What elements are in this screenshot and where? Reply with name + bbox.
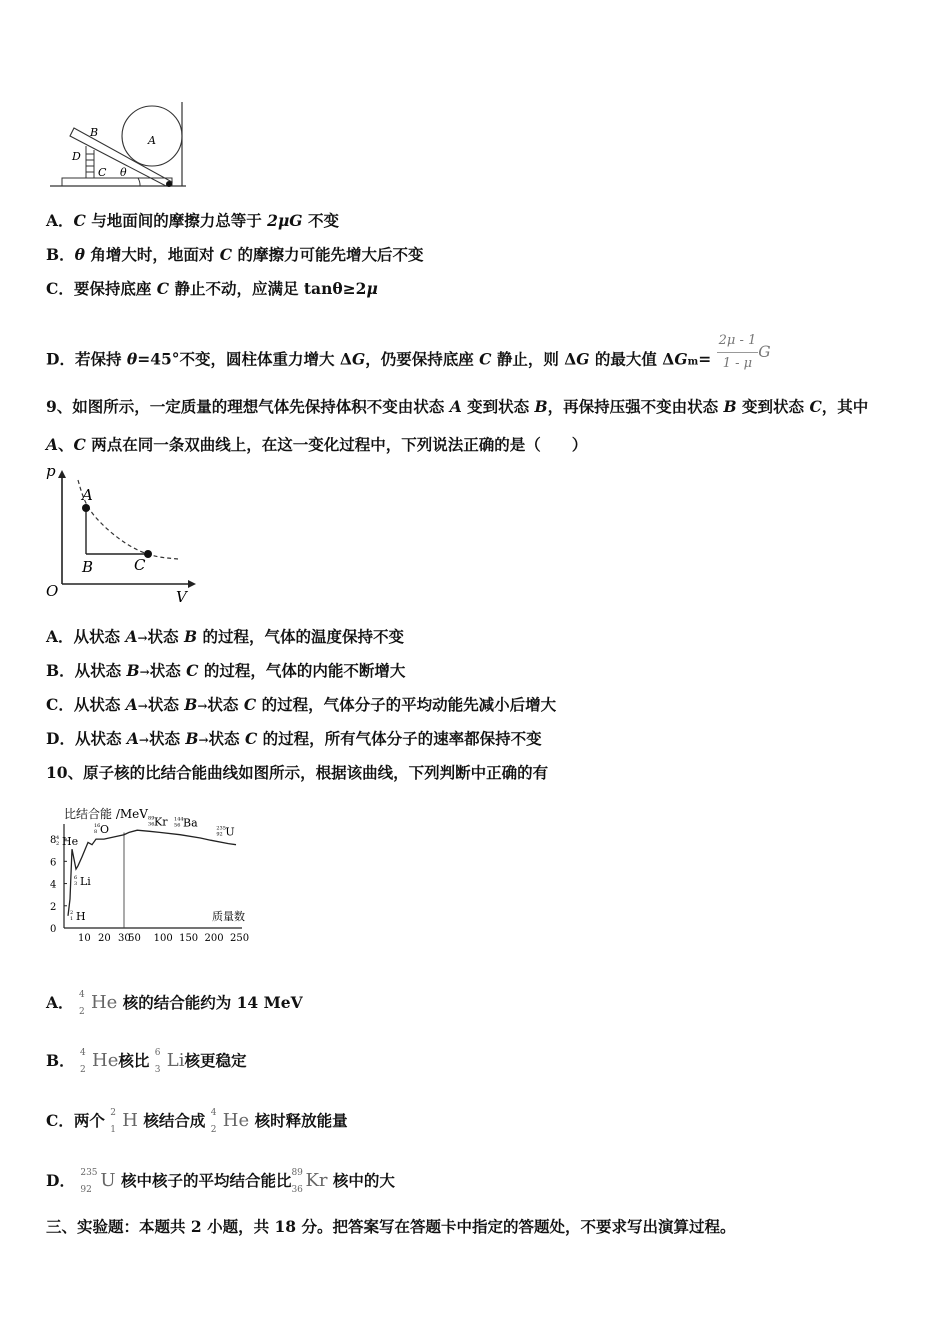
annotation-mass: 2 (70, 909, 74, 916)
text-run: 状态 (148, 729, 186, 748)
y-tick-label: 4 (50, 879, 57, 891)
y-tick-label: 8 (50, 835, 57, 847)
nuclide-li6 (154, 1048, 185, 1075)
text-run: C (156, 279, 170, 298)
annotation-li (74, 875, 91, 888)
annotation-h (70, 910, 86, 923)
nuclide-kr89 (291, 1168, 328, 1195)
mass-number: 4 (210, 1108, 217, 1118)
q9-option-c (46, 694, 556, 717)
annotation-symbol: Kr (154, 815, 168, 829)
y-tick-label: 6 (50, 857, 57, 869)
q9-stem-line1 (46, 396, 868, 418)
text-run: 、 (58, 435, 74, 454)
annotation-u (216, 826, 234, 839)
text-run: B (185, 729, 199, 748)
x-tick-label: 50 (128, 933, 141, 944)
option-label: B． (46, 661, 75, 680)
charge-number: 2 (78, 1007, 85, 1017)
arrow: → (198, 733, 209, 747)
nuclide-u235 (80, 1168, 116, 1195)
fig8-label-d: D (72, 150, 81, 163)
option-label: B． (46, 1051, 75, 1070)
text-run: 不变 (302, 211, 339, 230)
text-run: 的摩擦力可能先增大后不变 (232, 245, 424, 264)
text-run: A (46, 435, 59, 454)
option-label: D． (46, 729, 75, 748)
mass-number: 89 (291, 1168, 303, 1178)
annotation-charge: 2 (56, 841, 60, 848)
annotation-symbol: He (62, 835, 79, 849)
text-run: 角增大时，地面对 (84, 245, 220, 264)
q10-option-c (46, 1108, 348, 1135)
annotation-charge: 8 (94, 829, 98, 836)
fig8-label-b: B (90, 126, 99, 139)
annotation-mass: 6 (74, 875, 78, 882)
annotation-charge: 36 (148, 821, 155, 828)
text-run: =45°不变，圆柱体重力增大 Δ (137, 349, 352, 369)
charge-number: 1 (110, 1125, 116, 1135)
charge-number: 2 (80, 1065, 86, 1075)
option-label: A． (46, 211, 74, 230)
element-symbol: He (222, 1110, 250, 1131)
text-run: B (183, 627, 198, 646)
q10-stem: 10、原子核的比结合能曲线如图所示，根据该曲线，下列判断中正确的有 (46, 763, 549, 782)
text-run: 状态 (149, 661, 187, 680)
fig8-label-c: C (98, 166, 107, 179)
text-run: 变到状态 (461, 397, 535, 416)
arrow: → (137, 631, 148, 645)
annotation-symbol: Li (80, 875, 91, 889)
charge-number: 3 (154, 1065, 161, 1075)
nuclide-he4 (80, 1048, 119, 1075)
text-run: 的最大值 Δ (589, 349, 675, 369)
text-run: 从状态 (74, 729, 127, 748)
option-label: C． (46, 1111, 74, 1130)
text-run: 从状态 (74, 661, 127, 680)
text-run: 核中核子的平均结合能比 (120, 1171, 292, 1190)
text-run: 变到状态 (736, 397, 810, 416)
annotation-mass: 144 (174, 816, 184, 823)
text-run: A (126, 729, 139, 748)
text-run: = (698, 349, 712, 369)
text-run: 状态 (207, 695, 244, 714)
text-run: 的过程，气体的温度保持不变 (197, 627, 404, 646)
fraction-tail: G (758, 342, 771, 361)
annotation-he (56, 835, 78, 848)
chart-title: 比结合能 /MeV (64, 807, 148, 821)
section-3-header: 三、实验题：本题共 2 小题，共 18 分。把答案写在答题卡中指定的答题处，不要求写出演算过程。 (46, 1217, 736, 1236)
text-run: B (534, 397, 548, 416)
element-symbol: U (100, 1170, 116, 1191)
text-run: 核更稳定 (184, 1051, 247, 1070)
text-run: 核结合成 (143, 1111, 206, 1130)
fraction-denominator: 1 - μ (722, 356, 753, 371)
graph-label-v: V (176, 588, 187, 602)
q9-option-d (46, 728, 542, 751)
annotation-charge: 3 (74, 881, 78, 888)
text-run: 两点在同一条双曲线上，在这一变化过程中，下列说法正确的是（ ） (85, 435, 588, 454)
text-run: G (351, 349, 366, 369)
annotation-charge: 56 (174, 822, 181, 829)
text-run: 核比 (118, 1051, 150, 1070)
text-run: θ (74, 245, 85, 264)
q10-option-d (46, 1168, 395, 1195)
text-run: 两个 (73, 1111, 105, 1130)
charge-number: 36 (291, 1185, 303, 1195)
graph-label-c: C (134, 556, 146, 574)
text-run: C (243, 695, 257, 714)
text-run: B (723, 397, 737, 416)
chart-xlabel: 质量数 (212, 910, 245, 923)
text-run: C (809, 397, 822, 416)
charge-number: 2 (210, 1125, 217, 1135)
mass-number: 4 (78, 990, 85, 1000)
text-run: 核的结合能约为 14 MeV (122, 993, 303, 1012)
option-label: C． (46, 279, 74, 298)
mass-number: 2 (110, 1108, 116, 1118)
text-run: 的过程，所有气体分子的速率都保持不变 (257, 729, 542, 748)
x-tick-label: 150 (179, 933, 199, 944)
text-run: C (73, 435, 86, 454)
graph-label-p: p (46, 462, 56, 480)
nuclide-h2 (110, 1108, 138, 1135)
annotation-symbol: U (225, 825, 235, 839)
text-run: G (674, 349, 688, 369)
q10-option-a (46, 990, 303, 1017)
fig8-label-a: A (148, 134, 156, 147)
text-run: B (126, 661, 140, 680)
graph-label-b: B (82, 558, 94, 576)
text-run: A (449, 397, 462, 416)
text-run: m (687, 356, 699, 368)
arrow: → (137, 699, 148, 713)
text-run: μ (366, 279, 378, 298)
annotation-symbol: O (100, 823, 110, 837)
charge-number: 92 (80, 1185, 92, 1195)
annotation-o (94, 823, 109, 836)
element-symbol: He (92, 1050, 119, 1071)
y-tick-label: 2 (50, 901, 57, 913)
fig8-label-theta: θ (120, 166, 127, 179)
text-run: C (186, 661, 199, 680)
text-run: ，仍要保持底座 (365, 349, 480, 369)
element-symbol: Kr (305, 1170, 328, 1191)
arrow: → (139, 665, 150, 679)
option-label: D． (46, 1171, 75, 1190)
option-label: D． (46, 349, 75, 369)
q8-option-b (46, 244, 424, 266)
element-symbol: He (90, 992, 118, 1013)
annotation-mass: 89 (148, 815, 155, 822)
annotation-mass: 235 (216, 825, 226, 832)
x-tick-label: 250 (230, 933, 250, 944)
mass-number: 235 (80, 1168, 98, 1178)
annotation-mass: 4 (56, 835, 60, 842)
annotation-mass: 16 (94, 823, 101, 830)
q8-option-c (46, 278, 378, 300)
text-run: A (125, 695, 138, 714)
text-run: C (73, 211, 86, 230)
graph-label-a: A (82, 486, 93, 504)
text-run: 核中的大 (332, 1171, 395, 1190)
series-line (68, 830, 236, 916)
text-run: 从状态 (73, 627, 126, 646)
x-tick-label: 20 (98, 933, 111, 944)
annotation-symbol: Ba (183, 816, 198, 830)
text-run: 静止不动，应满足 tanθ≥2 (169, 279, 367, 298)
mass-number: 6 (154, 1048, 161, 1058)
text-run: 要保持底座 (73, 279, 157, 298)
text-run: 与地面间的摩擦力总等于 (85, 211, 268, 230)
text-run: ，再保持压强不变由状态 (547, 397, 724, 416)
binding-energy-chart (44, 800, 254, 950)
q10-option-b (46, 1048, 247, 1075)
annotation-ba (174, 817, 198, 830)
q8-option-a (46, 210, 339, 232)
text-run: C (479, 349, 492, 369)
annotation-kr (148, 815, 168, 828)
q9-stem-line2 (46, 434, 587, 456)
y-tick-label: 0 (50, 924, 57, 935)
q9-option-b (46, 660, 405, 683)
text-run: B (184, 695, 198, 714)
text-run: C (219, 245, 233, 264)
text-run: 静止，则 Δ (491, 349, 577, 369)
text-run: 2μG (267, 211, 303, 230)
annotation-charge: 1 (70, 915, 74, 922)
x-tick-label: 30 (118, 933, 131, 944)
text-run: 的过程，气体分子的平均动能先减小后增大 (256, 695, 557, 714)
text-run: ，其中 (821, 397, 869, 416)
option-label: A． (46, 627, 74, 646)
x-tick-label: 10 (78, 933, 91, 944)
text-run: 状态 (147, 627, 184, 646)
fraction-numerator: 2μ - 1 (717, 330, 759, 353)
annotation-symbol: H (76, 909, 86, 923)
text-run: θ (126, 349, 138, 369)
option-label: B． (46, 245, 75, 264)
nuclide-he4 (78, 990, 118, 1017)
text-run: 的过程，气体的内能不断增大 (198, 661, 406, 680)
text-run: A (125, 627, 138, 646)
x-tick-label: 200 (204, 933, 224, 944)
option-label: C． (46, 695, 74, 714)
q8-figure (46, 98, 196, 192)
element-symbol: Li (166, 1050, 185, 1071)
graph-label-o: O (46, 582, 59, 600)
text-run: 从状态 (73, 695, 126, 714)
text-run: 核时释放能量 (254, 1111, 348, 1130)
q9-option-a (46, 626, 404, 649)
element-symbol: H (122, 1110, 138, 1131)
option-label: A． (46, 993, 74, 1012)
text-run: 若保持 (74, 349, 127, 369)
mass-number: 4 (80, 1048, 86, 1058)
q8-option-d (46, 333, 771, 383)
text-run: 9、如图所示，一定质量的理想气体先保持体积不变由状态 (46, 397, 450, 416)
q9-pv-graph (44, 462, 204, 602)
text-run: 状态 (208, 729, 245, 748)
nuclide-he4 (210, 1108, 250, 1135)
text-run: C (244, 729, 258, 748)
annotation-charge: 92 (216, 831, 223, 838)
arrow: → (138, 733, 149, 747)
arrow: → (197, 699, 208, 713)
fraction (717, 330, 759, 375)
text-run: G (576, 349, 590, 369)
text-run: 状态 (147, 695, 185, 714)
x-tick-label: 100 (153, 933, 173, 944)
